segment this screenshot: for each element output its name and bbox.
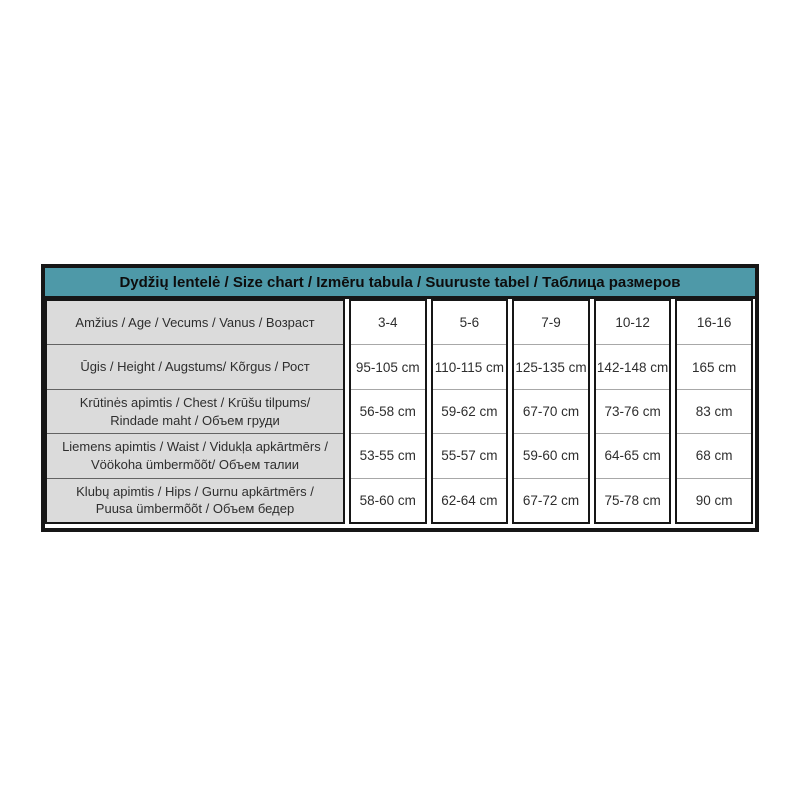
value-cell-chest-3: 67-70 cm — [514, 389, 588, 433]
value-cell-age-1: 3-4 — [378, 315, 398, 331]
value-cell-age-2: 5-6 — [459, 315, 480, 331]
table-title: Dydžių lentelė / Size chart / Izmēru tabula / Suuruste tabel / Таблица размеров — [119, 273, 681, 291]
size-column-5 — [675, 299, 753, 524]
value-cell-chest-4: 73-76 cm — [596, 389, 670, 433]
value-cell-waist-5: 68 cm — [677, 433, 751, 477]
value-cell-hips-3: 67-72 cm — [514, 478, 588, 522]
value-cell-waist-2: 55-57 cm — [433, 433, 507, 477]
value-cell-hips-4: 75-78 cm — [596, 478, 670, 522]
row-header-column — [45, 299, 345, 524]
value-cell-waist-3: 59-60 cm — [514, 433, 588, 477]
value-cell-height-2: 110-115 cm — [433, 344, 507, 388]
value-cell-waist-1: 53-55 cm — [351, 433, 425, 477]
value-cell-chest-1: 56-58 cm — [351, 389, 425, 433]
value-cell-age-5: 16-16 — [696, 315, 732, 331]
value-cell-age-4: 10-12 — [615, 315, 650, 331]
row-label-age: Amžius / Age / Vecums / Vanus / Возраст — [75, 314, 315, 330]
row-label-chest: Krūtinės apimtis / Chest / Krūšu tilpums/ Rindade maht / Объем груди — [47, 389, 343, 433]
size-column-1 — [349, 299, 427, 524]
size-column-4 — [594, 299, 672, 524]
table-title-bar — [45, 268, 755, 299]
value-cell-hips-2: 62-64 cm — [433, 478, 507, 522]
value-cell-hips-1: 58-60 cm — [351, 478, 425, 522]
value-cell-age-3: 7-9 — [541, 315, 561, 331]
size-column-2 — [431, 299, 509, 524]
row-label-hips: Klubų apimtis / Hips / Gurnu apkārtmērs / Puusa ümbermõõt / Объем бедер — [47, 478, 343, 522]
value-cell-height-3: 125-135 cm — [514, 344, 588, 388]
row-label-waist: Liemens apimtis / Waist / Vidukļa apkārtmērs / Vöökoha ümbermõõt/ Объем талии — [47, 433, 343, 477]
value-cell-height-5: 165 cm — [677, 344, 751, 388]
value-cell-height-1: 95-105 cm — [351, 344, 425, 388]
size-column-3 — [512, 299, 590, 524]
value-cell-height-4: 142-148 cm — [596, 344, 670, 388]
size-chart-table — [41, 264, 759, 532]
value-cell-waist-4: 64-65 cm — [596, 433, 670, 477]
value-cell-chest-5: 83 cm — [677, 389, 751, 433]
value-cell-hips-5: 90 cm — [677, 478, 751, 522]
value-cell-chest-2: 59-62 cm — [433, 389, 507, 433]
table-body — [45, 299, 755, 528]
row-label-height: Ūgis / Height / Augstums/ Kõrgus / Рост — [47, 344, 343, 388]
